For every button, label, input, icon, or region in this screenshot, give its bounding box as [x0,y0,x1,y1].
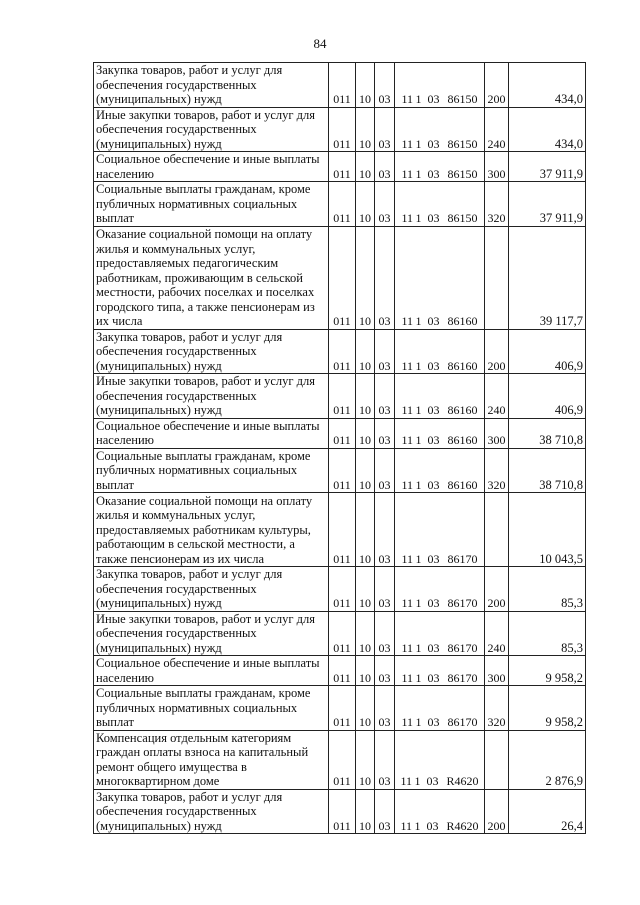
article-part-3: 03 [427,433,440,447]
row-vr [485,493,509,567]
row-rz: 10 [356,730,375,789]
row-target-article [395,448,485,493]
row-gr: 011 [329,107,356,152]
article-part-3: 03 [427,670,440,685]
article-part-2: 1 [415,477,422,492]
row-amount: 9 958,2 [509,656,586,686]
table-row [94,63,586,108]
row-vr: 240 [485,374,509,419]
article-part-4: 86160 [447,358,478,373]
row-name: Социальное обеспечение и иные выплаты населению [94,152,329,182]
row-gr: 011 [329,329,356,374]
row-pr: 03 [375,611,395,656]
row-amount: 26,4 [509,789,586,834]
article-part-1: 11 [401,551,414,566]
row-target-article [395,567,485,612]
article-part-1: 11 [401,92,414,106]
table-row [94,493,586,567]
article-part-2: 1 [415,640,422,655]
row-amount: 85,3 [509,611,586,656]
table-row [94,329,586,374]
row-gr: 011 [329,789,356,834]
row-gr: 011 [329,493,356,567]
article-part-2: 1 [415,596,422,610]
article-part-1: 11 [401,403,414,417]
article-part-2: 1 [414,774,421,788]
row-target-article [395,493,485,567]
row-pr: 03 [375,789,395,834]
budget-table [93,62,586,834]
article-part-4: 86170 [447,640,478,655]
article-part-3: 03 [427,640,440,655]
row-gr: 011 [329,374,356,419]
row-name: Закупка товаров, работ и услуг для обеспечения государственных (муниципальных) нужд [94,789,329,834]
row-vr: 200 [485,63,509,108]
article-part-3: 03 [427,551,440,566]
table-row [94,789,586,834]
article-part-2: 1 [415,211,422,225]
row-pr: 03 [375,656,395,686]
article-part-1: 11 [401,166,414,181]
row-target-article [395,686,485,731]
row-amount: 434,0 [509,63,586,108]
row-name: Социальное обеспечение и иные выплаты населению [94,418,329,448]
row-vr: 200 [485,329,509,374]
article-part-1: 11 [401,640,414,655]
row-target-article [395,374,485,419]
row-rz: 10 [356,182,375,227]
row-vr: 200 [485,789,509,834]
row-target-article [395,107,485,152]
row-name: Оказание социальной помощи на оплату жилья и коммунальных услуг, предоставляемых работникам культуры, работающим в сельской местности, а также пенсионерам из их числа [94,493,329,567]
article-part-1: 11 [400,774,413,788]
row-name: Социальные выплаты гражданам, кроме публичных нормативных социальных выплат [94,182,329,227]
row-target-article [395,418,485,448]
article-part-1: 11 [401,136,414,151]
row-name: Закупка товаров, работ и услуг для обеспечения государственных (муниципальных) нужд [94,329,329,374]
row-rz: 10 [356,63,375,108]
row-rz: 10 [356,789,375,834]
article-part-2: 1 [415,433,422,447]
row-amount: 434,0 [509,107,586,152]
article-part-4: 86150 [447,211,478,225]
article-part-3: 03 [427,358,440,373]
row-gr: 011 [329,730,356,789]
row-pr: 03 [375,686,395,731]
page-number: 84 [313,36,327,51]
article-part-1: 11 [401,477,414,492]
row-vr: 320 [485,182,509,227]
row-gr: 011 [329,686,356,731]
article-part-1: 11 [401,433,414,447]
article-part-4: 86170 [447,551,478,566]
article-part-3: 03 [427,403,440,417]
article-part-2: 1 [415,358,422,373]
article-part-1: 11 [401,358,414,373]
row-name: Компенсация отдельным категориям граждан оплаты взноса на капитальный ремонт общего имущества в многоквартирном доме [94,730,329,789]
row-vr [485,226,509,329]
article-part-4: R4620 [446,818,479,833]
article-part-2: 1 [415,403,422,417]
row-amount: 38 710,8 [509,448,586,493]
row-rz: 10 [356,686,375,731]
row-gr: 011 [329,182,356,227]
table-body [94,63,586,834]
row-vr: 240 [485,611,509,656]
row-pr: 03 [375,374,395,419]
row-rz: 10 [356,107,375,152]
article-part-4: 86150 [447,136,478,151]
row-rz: 10 [356,567,375,612]
row-pr: 03 [375,567,395,612]
row-amount: 85,3 [509,567,586,612]
table-row [94,107,586,152]
row-amount: 406,9 [509,374,586,419]
row-name: Иные закупки товаров, работ и услуг для обеспечения государственных (муниципальных) нужд [94,611,329,656]
row-target-article [395,329,485,374]
row-name: Социальные выплаты гражданам, кроме публичных нормативных социальных выплат [94,448,329,493]
row-gr: 011 [329,567,356,612]
row-gr: 011 [329,611,356,656]
article-part-1: 11 [401,715,414,729]
article-part-2: 1 [415,551,422,566]
article-part-1: 11 [401,670,414,685]
row-pr: 03 [375,493,395,567]
row-name: Оказание социальной помощи на оплату жилья и коммунальных услуг, предоставляемых педагогическим работникам, проживающим в сельской местности, рабочих поселках и поселках городского типа, а также пенсионерам из их числа [94,226,329,329]
table-row [94,656,586,686]
row-amount: 10 043,5 [509,493,586,567]
row-rz: 10 [356,152,375,182]
row-vr: 300 [485,418,509,448]
row-gr: 011 [329,226,356,329]
row-gr: 011 [329,448,356,493]
article-part-4: 86160 [447,403,478,417]
row-pr: 03 [375,448,395,493]
article-part-1: 11 [401,596,414,610]
article-part-3: 03 [427,92,440,106]
row-name: Иные закупки товаров, работ и услуг для обеспечения государственных (муниципальных) нужд [94,374,329,419]
row-amount: 9 958,2 [509,686,586,731]
row-rz: 10 [356,448,375,493]
row-vr [485,730,509,789]
row-name: Закупка товаров, работ и услуг для обеспечения государственных (муниципальных) нужд [94,63,329,108]
row-vr: 320 [485,448,509,493]
row-target-article [395,182,485,227]
article-part-2: 1 [415,715,422,729]
row-pr: 03 [375,63,395,108]
article-part-1: 11 [401,314,414,328]
row-pr: 03 [375,226,395,329]
row-amount: 2 876,9 [509,730,586,789]
article-part-3: 03 [427,477,440,492]
article-part-2: 1 [415,166,422,181]
row-amount: 37 911,9 [509,152,586,182]
article-part-3: 03 [427,596,440,610]
article-part-3: 03 [427,314,440,328]
table-row [94,226,586,329]
row-amount: 406,9 [509,329,586,374]
row-rz: 10 [356,418,375,448]
table-row [94,686,586,731]
row-pr: 03 [375,418,395,448]
table-row [94,152,586,182]
row-rz: 10 [356,611,375,656]
row-pr: 03 [375,182,395,227]
article-part-4: 86160 [447,314,478,328]
article-part-2: 1 [415,314,422,328]
row-pr: 03 [375,329,395,374]
article-part-3: 03 [427,715,440,729]
article-part-2: 1 [415,92,422,106]
row-vr: 240 [485,107,509,152]
row-vr: 320 [485,686,509,731]
article-part-3: 03 [426,774,439,788]
article-part-4: 86160 [447,477,478,492]
row-pr: 03 [375,730,395,789]
row-rz: 10 [356,329,375,374]
article-part-3: 03 [427,166,440,181]
article-part-1: 11 [400,818,413,833]
table-row [94,418,586,448]
article-part-3: 03 [427,211,440,225]
row-gr: 011 [329,63,356,108]
row-amount: 37 911,9 [509,182,586,227]
article-part-3: 03 [426,818,439,833]
table-row [94,182,586,227]
row-name: Социальное обеспечение и иные выплаты населению [94,656,329,686]
row-gr: 011 [329,656,356,686]
row-target-article [395,656,485,686]
row-pr: 03 [375,107,395,152]
table-row [94,448,586,493]
article-part-2: 1 [415,136,422,151]
row-rz: 10 [356,493,375,567]
table-row [94,611,586,656]
article-part-4: 86170 [447,596,478,610]
row-target-article [395,789,485,834]
row-amount: 38 710,8 [509,418,586,448]
row-vr: 300 [485,152,509,182]
article-part-4: R4620 [446,774,479,788]
row-vr: 300 [485,656,509,686]
article-part-4: 86150 [447,92,478,106]
article-part-4: 86150 [447,166,478,181]
row-gr: 011 [329,152,356,182]
row-name: Иные закупки товаров, работ и услуг для обеспечения государственных (муниципальных) нужд [94,107,329,152]
row-rz: 10 [356,374,375,419]
article-part-3: 03 [427,136,440,151]
row-name: Закупка товаров, работ и услуг для обеспечения государственных (муниципальных) нужд [94,567,329,612]
row-target-article [395,226,485,329]
article-part-4: 86170 [447,670,478,685]
row-gr: 011 [329,418,356,448]
article-part-2: 1 [415,670,422,685]
table-row [94,730,586,789]
table-row [94,374,586,419]
row-amount: 39 117,7 [509,226,586,329]
row-target-article [395,152,485,182]
row-rz: 10 [356,656,375,686]
row-name: Социальные выплаты гражданам, кроме публичных нормативных социальных выплат [94,686,329,731]
row-target-article [395,730,485,789]
row-rz: 10 [356,226,375,329]
article-part-4: 86160 [447,433,478,447]
row-target-article [395,611,485,656]
row-pr: 03 [375,152,395,182]
row-target-article [395,63,485,108]
row-vr: 200 [485,567,509,612]
article-part-2: 1 [414,818,421,833]
table-row [94,567,586,612]
article-part-1: 11 [401,211,414,225]
article-part-4: 86170 [447,715,478,729]
